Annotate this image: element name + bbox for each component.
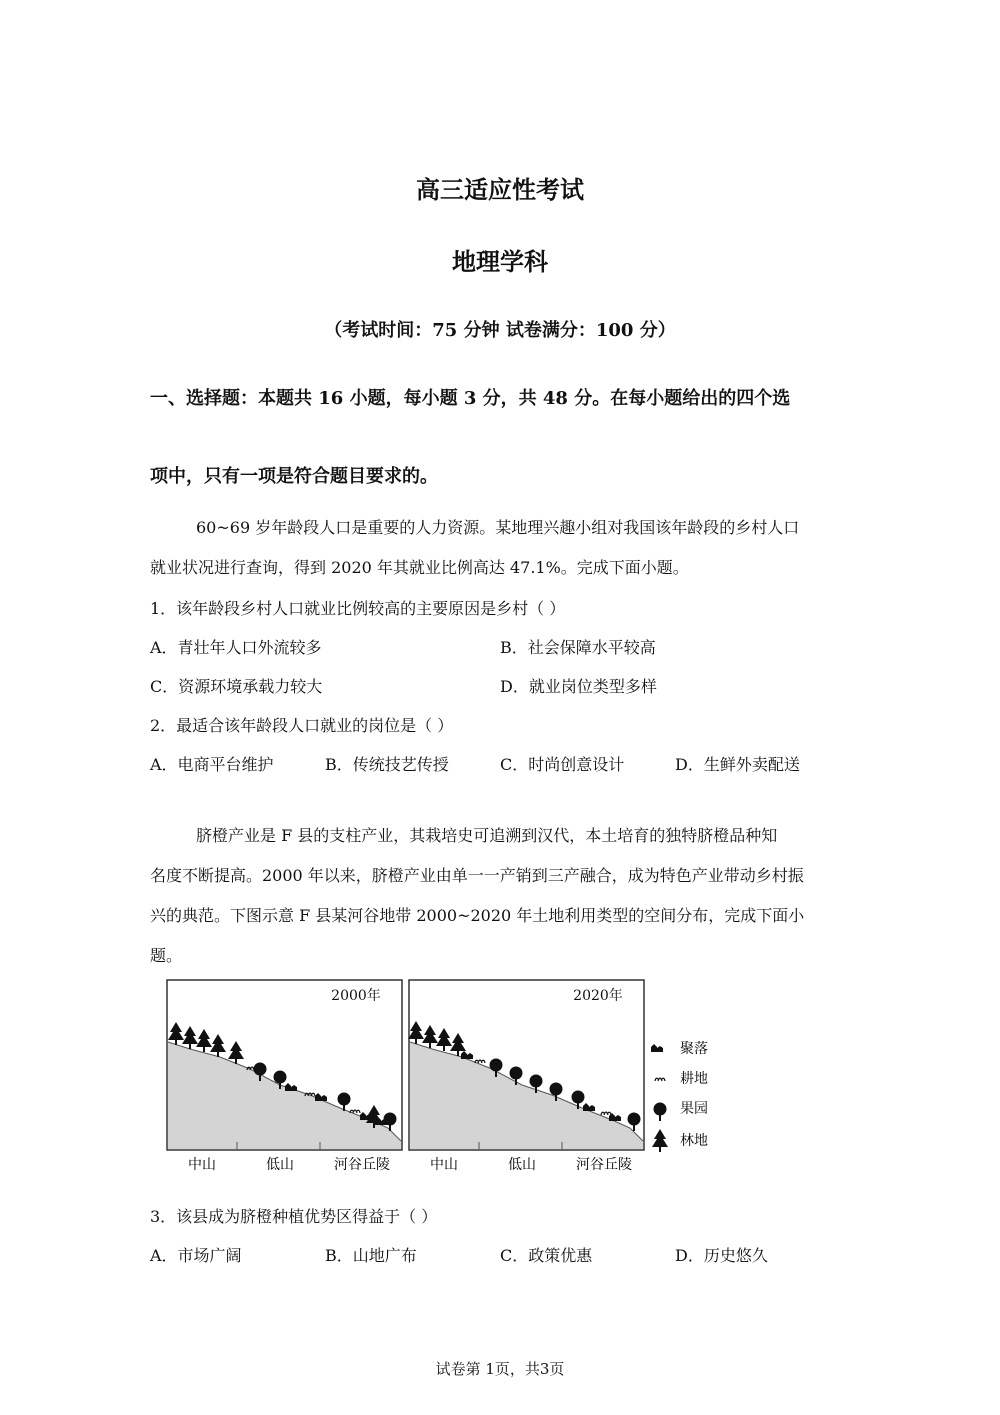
legend-farmland: 耕地: [680, 1071, 708, 1087]
q1-option-c[interactable]: C．资源环境承载力较大: [150, 677, 323, 696]
passage-2-line3: 兴的典范。下图示意 F 县某河谷地带 2000~2020 年土地利用类型的空间分布，完成下面小: [150, 906, 805, 925]
legend-orchard: 果园: [680, 1101, 708, 1117]
panel-2020: [408, 980, 644, 1150]
village-icon: [651, 1044, 663, 1052]
section-heading-line2: 项中，只有一项是符合题目要求的。: [150, 466, 438, 487]
farmland-icon: [655, 1078, 665, 1081]
passage-2-line2: 名度不断提高。2000 年以来，脐橙产业由单一一产销到三产融合，成为特色产业带动乡村振: [150, 866, 804, 885]
orchard-icon: [654, 1103, 667, 1122]
passage-2: [150, 816, 850, 976]
section-heading-line1: 一、选择题：本题共 16 小题，每小题 3 分，共 48 分。在每小题给出的四个选: [150, 388, 791, 409]
land-use-figure: [160, 975, 740, 1180]
q2-option-b[interactable]: B．传统技艺传授: [325, 755, 449, 774]
exam-title: 高三适应性考试: [416, 175, 584, 204]
q3-option-a[interactable]: A．市场广阔: [150, 1246, 242, 1265]
q1-option-a[interactable]: A．青壮年人口外流较多: [150, 638, 322, 657]
passage-2-line1: 脐橙产业是 F 县的支柱产业，其栽培史可追溯到汉代，本土培育的独特脐橙品种知: [196, 826, 778, 845]
q3-option-b[interactable]: B．山地广布: [325, 1246, 417, 1265]
q3-option-c[interactable]: C．政策优惠: [500, 1246, 593, 1265]
xlabel-1-panel2: 中山: [430, 1157, 458, 1173]
panel-2000-year: 2000年: [331, 988, 381, 1004]
xlabel-1-panel1: 中山: [188, 1157, 216, 1173]
q2-option-d[interactable]: D．生鲜外卖配送: [675, 755, 800, 774]
q1-option-b[interactable]: B．社会保障水平较高: [500, 638, 656, 657]
passage-1-line1: 60~69 岁年龄段人口是重要的人力资源。某地理兴趣小组对我国该年龄段的乡村人口: [196, 518, 800, 537]
q2-stem: 2．最适合该年龄段人口就业的岗位是（ ）: [150, 716, 454, 735]
legend: [651, 1041, 708, 1152]
legend-forest: 林地: [680, 1133, 708, 1149]
q3-stem: 3．该县成为脐橙种植优势区得益于（ ）: [150, 1207, 438, 1226]
passage-1-line2: 就业状况进行查询，得到 2020 年其就业比例高达 47.1%。完成下面小题。: [150, 558, 689, 577]
page-footer: 试卷第 1页，共3页: [435, 1360, 565, 1378]
xlabel-2-panel1: 低山: [266, 1157, 294, 1173]
passage-1: [150, 508, 850, 588]
q2-option-c[interactable]: C．时尚创意设计: [500, 755, 625, 774]
legend-village: 聚落: [680, 1041, 708, 1057]
panel-2020-year: 2020年: [573, 988, 623, 1004]
forest-icon: [652, 1129, 668, 1152]
q2-option-a[interactable]: A．电商平台维护: [150, 755, 274, 774]
subject-title: 地理学科: [452, 247, 548, 276]
xlabel-3-panel1: 河谷丘陵: [334, 1157, 390, 1173]
q1-stem: 1．该年龄段乡村人口就业比例较高的主要原因是乡村（ ）: [150, 599, 566, 618]
panel-2000: [167, 980, 402, 1150]
xlabel-2-panel2: 低山: [508, 1157, 536, 1173]
q3-option-d[interactable]: D．历史悠久: [675, 1246, 768, 1265]
passage-2-line4: 题。: [150, 946, 183, 965]
xlabel-3-panel2: 河谷丘陵: [576, 1157, 632, 1173]
q1-option-d[interactable]: D．就业岗位类型多样: [500, 677, 657, 696]
exam-info: （考试时间：75 分钟 试卷满分：100 分）: [324, 320, 676, 341]
